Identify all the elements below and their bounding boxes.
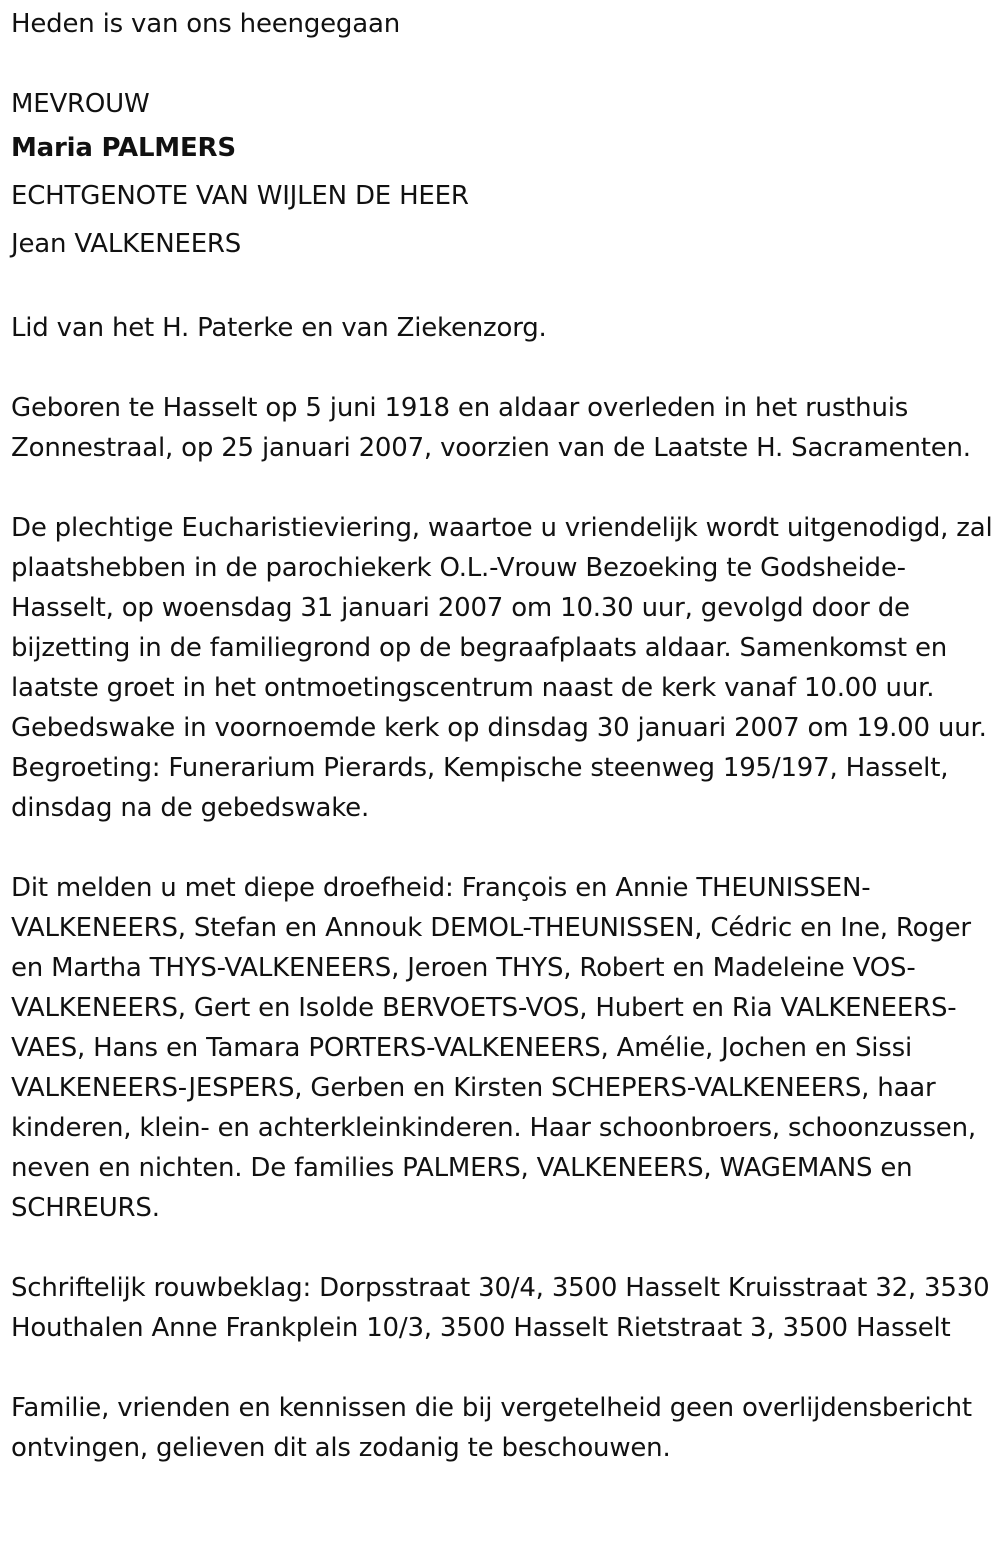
birth-death-text: Geboren te Hasselt op 5 juni 1918 en aldaar overleden in het rusthuis Zonnestraal, op 25 januari 2007, voorzien van de Laatste H. Sacramenten. — [11, 393, 971, 463]
title-text: MEVROUW — [11, 89, 150, 119]
obituary-notice — [11, 4, 995, 1468]
deceased-name: Maria PALMERS — [11, 133, 236, 163]
spouse-label: ECHTGENOTE VAN WIJLEN DE HEER — [11, 181, 469, 211]
closing-text: Familie, vrienden en kennissen die bij vergetelheid geen overlijdensbericht ontvingen, gelieven dit als zodanig te beschouwen. — [11, 1393, 972, 1463]
ceremony-text: De plechtige Eucharistieviering, waartoe u vriendelijk wordt uitgenodigd, zal plaatshebben in de parochiekerk O.L.-Vrouw Bezoeking te Godsheide-Hasselt, op woensdag 31 januari 2007 om 10.30 uur, gevolgd door de bijzetting in de familiegrond op de begraafplaats aldaar. Samenkomst en laatste groet in het ontmoetingscentrum naast de kerk vanaf 10.00 uur. Gebedswake in voornoemde kerk op dinsdag 30 januari 2007 om 19.00 uur. Begroeting: Funerarium Pierards, Kempische steenweg 195/197, Hasselt, dinsdag na de gebedswake. — [11, 513, 993, 823]
spouse-name: Jean VALKENEERS — [11, 229, 242, 259]
condolences-text: Schriftelijk rouwbeklag: Dorpsstraat 30/4, 3500 Hasselt Kruisstraat 32, 3530 Houthalen Anne Frankplein 10/3, 3500 Hasselt Rietstraat 3, 3500 Hasselt — [11, 1273, 990, 1343]
family-text: Dit melden u met diepe droefheid: François en Annie THEUNISSEN-VALKENEERS, Stefan en Annouk DEMOL-THEUNISSEN, Cédric en Ine, Roger en Martha THYS-VALKENEERS, Jeroen THYS, Robert en Madeleine VOS-VALKENEERS, Gert en Isolde BERVOETS-VOS, Hubert en Ria VALKENEERS-VAES, Hans en Tamara PORTERS-VALKENEERS, Amélie, Jochen en Sissi VALKENEERS-JESPERS, Gerben en Kirsten SCHEPERS-VALKENEERS, haar kinderen, klein- en achterkleinkinderen. Haar schoonbroers, schoonzussen, neven en nichten. De families PALMERS, VALKENEERS, WAGEMANS en SCHREURS. — [11, 873, 976, 1223]
membership-text: Lid van het H. Paterke en van Ziekenzorg. — [11, 313, 547, 343]
intro-text: Heden is van ons heengegaan — [11, 9, 400, 39]
